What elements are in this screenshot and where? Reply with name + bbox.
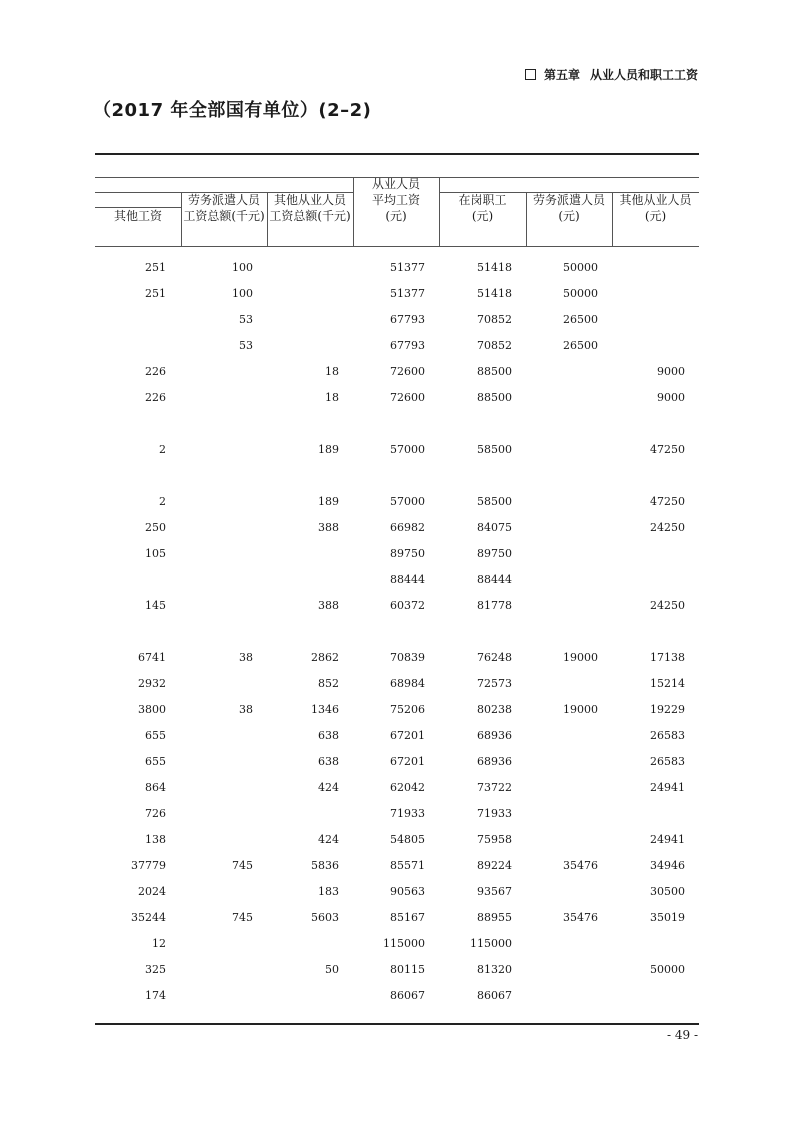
table-cell: 638	[318, 729, 339, 742]
table-cell: 88500	[477, 391, 512, 404]
table-cell: 35244	[131, 911, 166, 924]
column-header-1: 其他工资	[113, 209, 162, 223]
table-cell: 71933	[477, 807, 512, 820]
table-cell: 85167	[390, 911, 425, 924]
table-cell: 57000	[390, 495, 425, 508]
table-cell: 2	[159, 495, 166, 508]
table-cell: 84075	[477, 521, 512, 534]
table-cell: 50000	[563, 287, 598, 300]
table-cell: 51377	[390, 261, 425, 274]
table-cell: 251	[145, 287, 166, 300]
column-header-4: (元)	[385, 209, 407, 223]
column-header-2: 劳务派遣人员	[187, 193, 260, 207]
table-cell: 115000	[383, 937, 425, 950]
table-cell: 71933	[390, 807, 425, 820]
table-cell: 138	[145, 833, 166, 846]
table-cell: 72600	[390, 391, 425, 404]
column-header-5: (元)	[471, 209, 494, 223]
table-cell: 18	[325, 391, 339, 404]
table-cell: 388	[318, 521, 339, 534]
table-cell: 67793	[390, 339, 425, 352]
table-cell: 80238	[477, 703, 512, 716]
table-cell: 53	[239, 339, 253, 352]
chapter-header	[525, 66, 698, 83]
column-header-6: (元)	[558, 209, 580, 223]
table-cell: 852	[318, 677, 339, 690]
table-cell: 89750	[390, 547, 425, 560]
table-cell: 86067	[477, 989, 512, 1002]
table-cell: 17138	[650, 651, 685, 664]
table-cell: 26500	[563, 339, 598, 352]
table-cell: 864	[145, 781, 166, 794]
table-cell: 38	[239, 703, 253, 716]
table-cell: 2932	[138, 677, 166, 690]
table-cell: 89224	[477, 859, 512, 872]
table-cell: 60372	[390, 599, 425, 612]
table-cell: 100	[232, 287, 253, 300]
table-cell: 88500	[477, 365, 512, 378]
table-cell: 9000	[657, 365, 685, 378]
table-cell: 88444	[390, 573, 425, 586]
table-cell: 51418	[477, 261, 512, 274]
table-cell: 1346	[311, 703, 339, 716]
table-cell: 50000	[563, 261, 598, 274]
table-cell: 88444	[477, 573, 512, 586]
table-cell: 145	[145, 599, 166, 612]
table-cell: 67201	[390, 755, 425, 768]
table-cell: 73722	[477, 781, 512, 794]
table-cell: 638	[318, 755, 339, 768]
table-cell: 53	[239, 313, 253, 326]
column-header-7: 其他从业人员	[619, 193, 692, 207]
column-header-6: 劳务派遣人员	[532, 193, 605, 207]
table-cell: 58500	[477, 495, 512, 508]
table-cell: 47250	[650, 495, 685, 508]
table-cell: 38	[239, 651, 253, 664]
table-cell: 35476	[563, 911, 598, 924]
table-cell: 745	[232, 859, 253, 872]
table-cell: 2024	[138, 885, 166, 898]
table-cell: 5603	[311, 911, 339, 924]
table-cell: 19000	[563, 703, 598, 716]
table-cell: 5836	[311, 859, 339, 872]
table-cell: 105	[145, 547, 166, 560]
table-cell: 726	[145, 807, 166, 820]
table-cell: 37779	[131, 859, 166, 872]
table-cell: 19229	[650, 703, 685, 716]
table-cell: 424	[318, 781, 339, 794]
table-cell: 24250	[650, 521, 685, 534]
table-cell: 54805	[390, 833, 425, 846]
table-cell: 30500	[650, 885, 685, 898]
table-cell: 26500	[563, 313, 598, 326]
table-cell: 67201	[390, 729, 425, 742]
column-header-3: 其他从业人员	[273, 193, 346, 207]
table-cell: 655	[145, 729, 166, 742]
table-cell: 100	[232, 261, 253, 274]
table-cell: 75958	[477, 833, 512, 846]
table-cell: 75206	[390, 703, 425, 716]
table-cell: 67793	[390, 313, 425, 326]
table-cell: 26583	[650, 729, 685, 742]
table-cell: 50	[325, 963, 339, 976]
table-cell: 745	[232, 911, 253, 924]
table-cell: 50000	[650, 963, 685, 976]
table-cell: 66982	[390, 521, 425, 534]
square-icon	[525, 69, 536, 80]
table-cell: 51418	[477, 287, 512, 300]
column-header-7: (元)	[644, 209, 667, 223]
table-cell: 655	[145, 755, 166, 768]
column-header-2: 工资总额(千元)	[183, 209, 265, 223]
table-cell: 93567	[477, 885, 512, 898]
table-cell: 424	[318, 833, 339, 846]
column-header-3: 工资总额(千元)	[269, 209, 351, 223]
table-cell: 174	[145, 989, 166, 1002]
table-cell: 250	[145, 521, 166, 534]
table-cell: 3800	[138, 703, 166, 716]
column-header-4: 从业人员	[371, 177, 420, 191]
table-cell: 90563	[390, 885, 425, 898]
table-cell: 68984	[390, 677, 425, 690]
chapter-subtitle: 从业人员和职工工资	[589, 68, 698, 82]
table-cell: 2862	[311, 651, 339, 664]
column-header-5: 在岗职工	[458, 193, 507, 207]
table-cell: 226	[145, 365, 166, 378]
table-cell: 76248	[477, 651, 512, 664]
table-cell: 183	[318, 885, 339, 898]
header-bottom-line	[95, 246, 699, 247]
table-cell: 115000	[470, 937, 512, 950]
table-cell: 6741	[138, 651, 166, 664]
page-title: （2017 年全部国有单位）(2–2)	[93, 100, 372, 121]
table-cell: 19000	[563, 651, 598, 664]
table-cell: 68936	[477, 729, 512, 742]
table-cell: 18	[325, 365, 339, 378]
table-cell: 47250	[650, 443, 685, 456]
table-cell: 2	[159, 443, 166, 456]
table-cell: 58500	[477, 443, 512, 456]
table-cell: 80115	[390, 963, 425, 976]
table-cell: 68936	[477, 755, 512, 768]
table-cell: 70852	[477, 313, 512, 326]
table-cell: 70839	[390, 651, 425, 664]
table-cell: 24250	[650, 599, 685, 612]
table-cell: 70852	[477, 339, 512, 352]
table-cell: 24941	[650, 781, 685, 794]
table-cell: 325	[145, 963, 166, 976]
table-cell: 388	[318, 599, 339, 612]
table-cell: 251	[145, 261, 166, 274]
table-bottom-rule	[95, 1023, 699, 1025]
table-cell: 12	[152, 937, 166, 950]
table-cell: 88955	[477, 911, 512, 924]
table-cell: 226	[145, 391, 166, 404]
column-header-4: 平均工资	[371, 193, 420, 207]
table-cell: 89750	[477, 547, 512, 560]
table-cell: 24941	[650, 833, 685, 846]
page-number: - 49 -	[666, 1028, 698, 1042]
chapter-title: 第五章	[543, 68, 580, 82]
table-cell: 57000	[390, 443, 425, 456]
table-cell: 34946	[650, 859, 685, 872]
table-cell: 35476	[563, 859, 598, 872]
table-cell: 85571	[390, 859, 425, 872]
table-cell: 35019	[650, 911, 685, 924]
table-cell: 86067	[390, 989, 425, 1002]
table-cell: 81320	[477, 963, 512, 976]
table-cell: 15214	[650, 677, 685, 690]
table-cell: 72573	[477, 677, 512, 690]
table-cell: 189	[318, 443, 339, 456]
table-cell: 72600	[390, 365, 425, 378]
table-cell: 51377	[390, 287, 425, 300]
table-cell: 9000	[657, 391, 685, 404]
table-cell: 81778	[477, 599, 512, 612]
table-top-rule	[95, 153, 699, 155]
table-cell: 62042	[390, 781, 425, 794]
table-cell: 26583	[650, 755, 685, 768]
table-cell: 189	[318, 495, 339, 508]
